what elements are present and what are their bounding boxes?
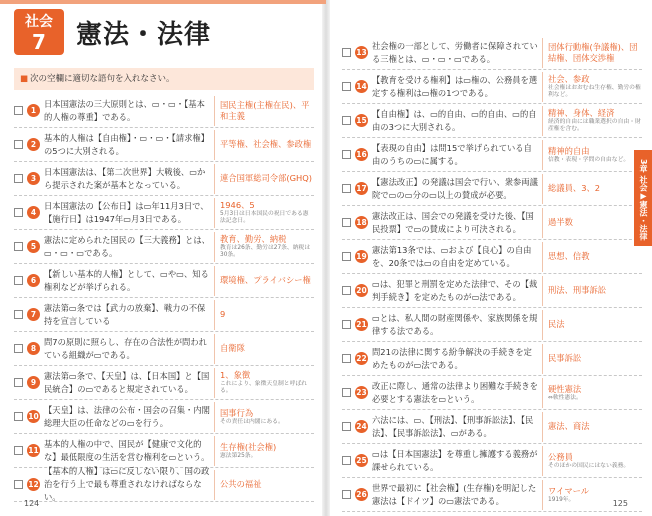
question-row xyxy=(342,308,642,342)
checkbox[interactable] xyxy=(342,184,351,193)
question-row xyxy=(342,478,642,512)
question-text: 日本国憲法の三大原則とは、▭・▭・【基本的人権の尊重】である。 xyxy=(44,98,205,122)
question-number: 15 xyxy=(356,116,367,125)
question-text: ▭は【日本国憲法】を尊重し擁護する義務が課せられている。 xyxy=(372,448,538,472)
question-number: 2 xyxy=(27,138,40,151)
question-row xyxy=(342,376,642,410)
question-row xyxy=(342,444,642,478)
checkbox[interactable] xyxy=(14,412,23,421)
answer-box xyxy=(214,368,314,398)
answer-note: 1919年。 xyxy=(548,496,575,503)
instruction-bar: ■ 次の空欄に適切な語句を入れなさい。 xyxy=(14,68,314,90)
answer-box xyxy=(214,470,314,500)
answer-box xyxy=(542,38,642,68)
answer-note: 教育は26条、勤労は27条、納税は30条。 xyxy=(220,245,311,258)
question-text: ▭とは、私人間の財産関係や、家族関係を規律する法である。 xyxy=(372,312,538,336)
question-row xyxy=(14,366,314,400)
checkbox[interactable] xyxy=(342,116,351,125)
question-text: 六法には、▭、【刑法】、【刑事訴訟法】、【民法】、【民事訴訟法】、▭がある。 xyxy=(372,414,534,438)
question-row xyxy=(14,400,314,434)
answer-box xyxy=(214,96,314,126)
answer-text: 精神的自由 xyxy=(548,145,590,156)
answer-text: 国事行為 xyxy=(220,407,254,418)
question-row xyxy=(14,230,314,264)
question-number: 19 xyxy=(356,252,367,261)
question-text: ▭は、犯罪と刑罰を定めた法律で、その【裁判手続き】を定めたものが▭法である。 xyxy=(372,278,538,302)
question-text: 憲法改正は、国会での発議を受けた後、【国民投票】で▭の賛成により可決される。 xyxy=(372,210,534,234)
question-number: 17 xyxy=(356,184,367,193)
checkbox[interactable] xyxy=(14,242,23,251)
question-text: 社会権の一部として、労働者に保障されている三権とは、▭・▭・▭である。 xyxy=(372,40,538,64)
badge-number: 7 xyxy=(32,30,46,54)
answer-box xyxy=(214,164,314,194)
question-number: 3 xyxy=(27,172,40,185)
answer-text: 連合国軍総司令部(GHQ) xyxy=(220,173,313,183)
header-stripe xyxy=(0,0,326,4)
checkbox[interactable] xyxy=(342,422,351,431)
answer-text: 憲法、商法 xyxy=(548,421,590,431)
question-row xyxy=(14,332,314,366)
question-number: 8 xyxy=(27,342,40,355)
question-row xyxy=(14,468,314,502)
answer-box xyxy=(542,412,642,442)
question-number: 10 xyxy=(28,412,39,421)
checkbox[interactable] xyxy=(342,286,351,295)
question-text: 基本的人権の中で、国民が【健康で文化的な】最低限度の生活を営む権利を▭という。 xyxy=(44,438,210,462)
question-row xyxy=(342,104,642,138)
question-text: 世界で最初に【社会権】(生存権)を明記した憲法は【ドイツ】の▭憲法である。 xyxy=(372,482,537,506)
question-text: 【新しい基本的人権】として、▭や▭、知る権利などが挙げられる。 xyxy=(44,268,209,292)
answer-text: 硬性憲法 xyxy=(548,383,582,394)
checkbox[interactable] xyxy=(14,208,23,217)
answer-text: 教育、勤労、納税 xyxy=(220,234,287,244)
question-row xyxy=(14,162,314,196)
answer-note: 憲法第25条。 xyxy=(220,452,257,459)
checkbox[interactable] xyxy=(14,480,23,489)
checkbox[interactable] xyxy=(14,106,23,115)
question-number: 24 xyxy=(356,422,367,431)
answer-text: 1946、5 xyxy=(220,200,255,210)
answer-text: 国民主権(主権在民)、平和主義 xyxy=(220,99,310,121)
question-number: 6 xyxy=(27,274,40,287)
answer-note: そのほかの国民にはない義務。 xyxy=(548,462,630,469)
checkbox[interactable] xyxy=(342,320,351,329)
page-title: 憲法・法律 xyxy=(76,19,212,50)
answer-note: 信教・表現・学問の自由など。 xyxy=(548,156,630,163)
chapter-badge xyxy=(14,9,64,55)
answer-box xyxy=(214,436,314,466)
question-number: 25 xyxy=(356,456,367,465)
question-text: 【天皇】は、法律の公布・国会の召集・内閣総理大臣の任命などの▭を行う。 xyxy=(44,404,210,428)
checkbox[interactable] xyxy=(14,344,23,353)
question-number: 13 xyxy=(356,48,367,57)
checkbox[interactable] xyxy=(14,174,23,183)
checkbox[interactable] xyxy=(342,252,351,261)
checkbox[interactable] xyxy=(342,456,351,465)
answer-box xyxy=(214,334,314,364)
question-row xyxy=(14,196,314,230)
question-text: 改正に際し、通常の法律より困難な手続きを必要とする憲法を▭という。 xyxy=(372,380,538,404)
answer-text: 民事訴訟 xyxy=(548,353,582,363)
answer-box xyxy=(214,198,314,228)
answer-box xyxy=(214,402,314,432)
question-number: 26 xyxy=(356,490,367,499)
page-number-left: 124 xyxy=(24,499,40,508)
question-text: 憲法第▭条では【武力の放棄】、戦力の不保持を宣言している xyxy=(44,302,206,326)
checkbox[interactable] xyxy=(14,140,23,149)
answer-note: 5月3日は日本国民の祝日である憲法記念日。 xyxy=(220,211,309,224)
question-list-left xyxy=(14,94,314,502)
answer-box xyxy=(542,106,642,136)
question-number: 7 xyxy=(27,308,40,321)
answer-box xyxy=(542,72,642,102)
question-number: 23 xyxy=(356,388,367,397)
question-row xyxy=(342,240,642,274)
answer-box xyxy=(542,446,642,476)
question-text: 【表現の自由】は問15で挙げられている自由のうちの▭に属する。 xyxy=(372,142,532,166)
checkbox[interactable] xyxy=(14,446,23,455)
answer-note: 社会権はおおむね生存権、勤労の権利など。 xyxy=(548,85,641,98)
question-text: 憲法第13条では、▭および【良心】の自由を、20条では▭の自由を定めている。 xyxy=(372,244,532,268)
answer-note: ⇔軟性憲法。 xyxy=(548,394,582,401)
question-text: 日本国憲法は、【第二次世界】大戦後、▭から提示された案が基本となっている。 xyxy=(44,166,206,190)
answer-text: 精神、身体、経済 xyxy=(548,108,615,118)
question-text: 【憲法改正】の発議は国会で行い、衆参両議院で▭の▭分の▭以上の賛成が必要。 xyxy=(372,176,538,200)
question-row xyxy=(14,128,314,162)
question-text: 日本国憲法の【公布日】は▭年11月3日で、【施行日】は1947年▭月3日である。 xyxy=(44,200,209,224)
answer-box xyxy=(542,140,642,170)
question-number: 18 xyxy=(356,218,367,227)
question-number: 5 xyxy=(27,240,40,253)
checkbox[interactable] xyxy=(14,276,23,285)
question-row xyxy=(342,206,642,240)
answer-text: 生存権(社会権) xyxy=(220,441,277,452)
question-list-right xyxy=(342,36,642,512)
answer-text: 1、象徴 xyxy=(220,370,251,380)
question-row xyxy=(342,410,642,444)
answer-text: 過半数 xyxy=(548,217,573,227)
answer-box xyxy=(542,242,642,272)
answer-box xyxy=(214,130,314,160)
checkbox[interactable] xyxy=(14,310,23,319)
question-row xyxy=(342,342,642,376)
checkbox[interactable] xyxy=(14,378,23,387)
question-number: 9 xyxy=(27,376,40,389)
question-text: 問21の法律に関する紛争解決の手続きを定めたものが▭法である。 xyxy=(372,346,532,370)
question-number: 14 xyxy=(356,82,367,91)
answer-text: ワイマール xyxy=(548,485,590,496)
question-number: 1 xyxy=(27,104,40,117)
answer-box xyxy=(542,310,642,340)
answer-text: 環境権、プライバシー権 xyxy=(220,275,311,285)
answer-text: 公務員 xyxy=(548,451,573,462)
answer-text: 総議員、3、2 xyxy=(548,183,601,193)
answer-text: 平等権、社会権、参政権 xyxy=(220,139,312,149)
answer-text: 団体行動権(争議権)、団結権、団体交渉権 xyxy=(548,41,638,63)
page-number-right: 125 xyxy=(612,499,628,508)
answer-box xyxy=(542,276,642,306)
question-text: 【基本的人権】は▭に反しない限り、国の政治を行う上で最も尊重されなければならない。 xyxy=(44,466,210,502)
answer-box xyxy=(542,344,642,374)
question-number: 4 xyxy=(27,206,40,219)
answer-text: 9 xyxy=(220,309,226,319)
badge-subject: 社会 xyxy=(25,14,53,30)
question-number: 20 xyxy=(356,286,367,295)
answer-note: その責任は内閣にある。 xyxy=(220,418,284,425)
checkbox[interactable] xyxy=(342,48,351,57)
question-text: 基本的人権は【自由権】・▭・▭・【請求権】の5つに大別される。 xyxy=(44,132,210,156)
question-row xyxy=(14,434,314,468)
question-row xyxy=(342,138,642,172)
answer-box xyxy=(542,378,642,408)
question-number: 16 xyxy=(356,150,367,159)
question-row xyxy=(342,36,642,70)
checkbox[interactable] xyxy=(342,150,351,159)
question-row xyxy=(342,274,642,308)
answer-text: 自衛隊 xyxy=(220,343,245,353)
question-row xyxy=(342,172,642,206)
checkbox[interactable] xyxy=(342,354,351,363)
checkbox[interactable] xyxy=(342,388,351,397)
answer-text: 社会、参政 xyxy=(548,74,590,84)
answer-note: これにより、象徴天皇制と呼ばれる。 xyxy=(220,381,307,394)
answer-text: 公共の福祉 xyxy=(220,479,262,489)
answer-box xyxy=(542,174,642,204)
checkbox[interactable] xyxy=(342,82,351,91)
question-text: 憲法第▭条で、【天皇】は、【日本国】と【国民統合】の▭であると規定されている。 xyxy=(44,370,210,394)
answer-text: 民法 xyxy=(548,319,565,329)
chapter-side-tab: 3章 社会▶憲法・法律 xyxy=(634,150,652,246)
checkbox[interactable] xyxy=(342,490,351,499)
answer-box xyxy=(214,300,314,330)
question-number: 22 xyxy=(356,354,367,363)
chapter-header xyxy=(14,6,211,58)
answer-text: 刑法、刑事訴訟 xyxy=(548,285,607,295)
question-number: 12 xyxy=(28,480,39,489)
answer-note: 経済的自由には職業選択の自由・財産権を含む。 xyxy=(548,119,641,132)
question-text: 【自由権】は、▭的自由、▭的自由、▭的自由の3つに大別される。 xyxy=(372,108,537,132)
checkbox[interactable] xyxy=(342,218,351,227)
question-number: 11 xyxy=(28,446,39,455)
right-page xyxy=(326,0,652,516)
question-row xyxy=(342,70,642,104)
answer-text: 思想、信教 xyxy=(548,251,590,261)
answer-box xyxy=(214,232,314,262)
question-row xyxy=(14,94,314,128)
question-text: 憲法に定められた国民の【三大義務】とは、▭・▭・▭である。 xyxy=(44,234,210,258)
question-text: 問7の原則に照らし、存在の合法性が問われている組織が▭である。 xyxy=(44,336,207,360)
question-row xyxy=(14,298,314,332)
question-number: 21 xyxy=(356,320,367,329)
answer-box xyxy=(214,266,314,296)
question-text: 【教育を受ける権利】は▭権の、公務員を選定する権利は▭権の1つである。 xyxy=(372,74,538,98)
question-row xyxy=(14,264,314,298)
answer-box xyxy=(542,208,642,238)
